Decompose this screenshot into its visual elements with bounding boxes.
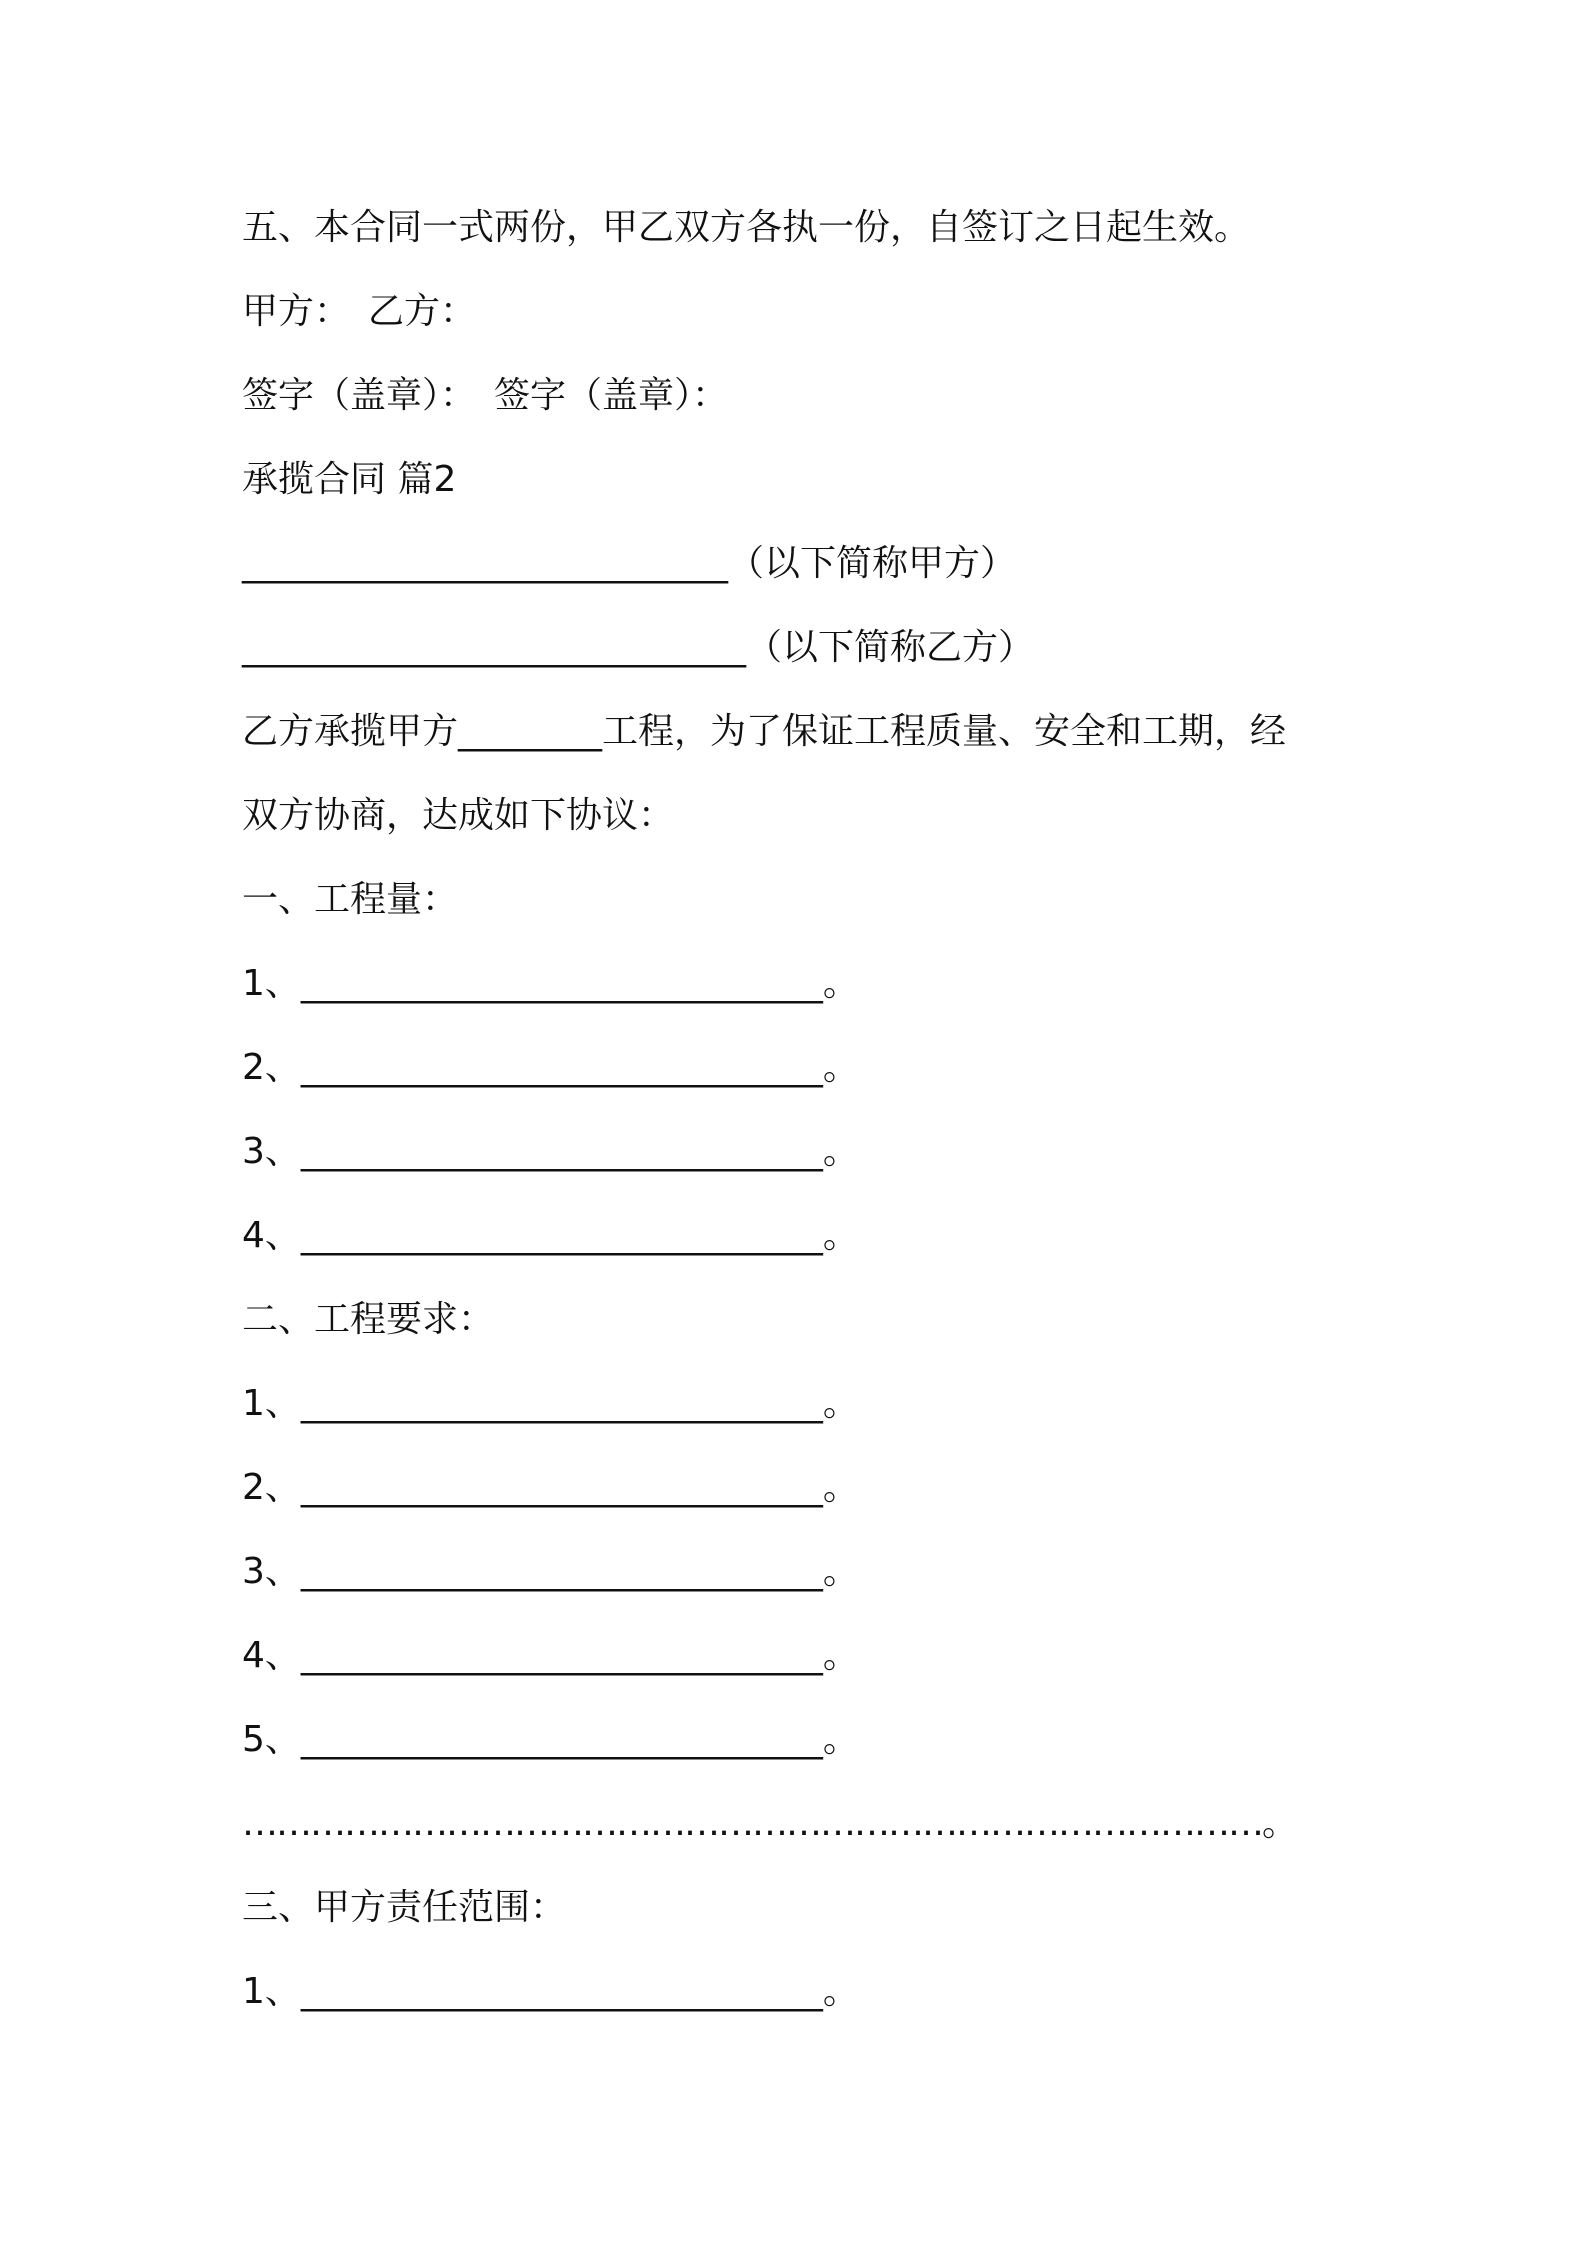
party-labels: 甲方： 乙方：: [242, 291, 477, 332]
section-two-item-4: 4、_____________________________。: [242, 1635, 859, 1676]
section-one-item-1: 1、_____________________________。: [242, 963, 859, 1004]
section-two-heading: 二、工程要求：: [242, 1299, 495, 1340]
section-two-item-2: 2、_____________________________。: [242, 1467, 859, 1508]
section-three-heading: 三、甲方责任范围：: [242, 1887, 567, 1928]
ellipsis-line: ………………………………………………………………………………。: [242, 1803, 1296, 1844]
section-one-item-3: 3、_____________________________。: [242, 1131, 859, 1172]
section-two-item-3: 3、_____________________________。: [242, 1551, 859, 1592]
intro-paragraph-line-2: 双方协商，达成如下协议：: [242, 795, 675, 836]
party-a-blank: ___________________________（以下简称甲方）: [242, 543, 1017, 584]
signature-labels: 签字（盖章）： 签字（盖章）：: [242, 375, 729, 416]
clause-five-text: 五、本合同一式两份，甲乙双方各执一份，自签订之日起生效。: [242, 207, 1251, 248]
section-two-item-1: 1、_____________________________。: [242, 1383, 859, 1424]
intro-paragraph-line-1: 乙方承揽甲方________工程，为了保证工程质量、安全和工期，经: [242, 711, 1287, 752]
section-one-heading: 一、工程量：: [242, 879, 459, 920]
section-three-item-1: 1、_____________________________。: [242, 1971, 859, 2012]
section-one-item-2: 2、_____________________________。: [242, 1047, 859, 1088]
section-two-item-5: 5、_____________________________。: [242, 1719, 859, 1760]
section-one-item-4: 4、_____________________________。: [242, 1215, 859, 1256]
contract-title: 承揽合同 篇2: [242, 459, 457, 500]
party-b-blank: ____________________________（以下简称乙方）: [242, 627, 1035, 668]
